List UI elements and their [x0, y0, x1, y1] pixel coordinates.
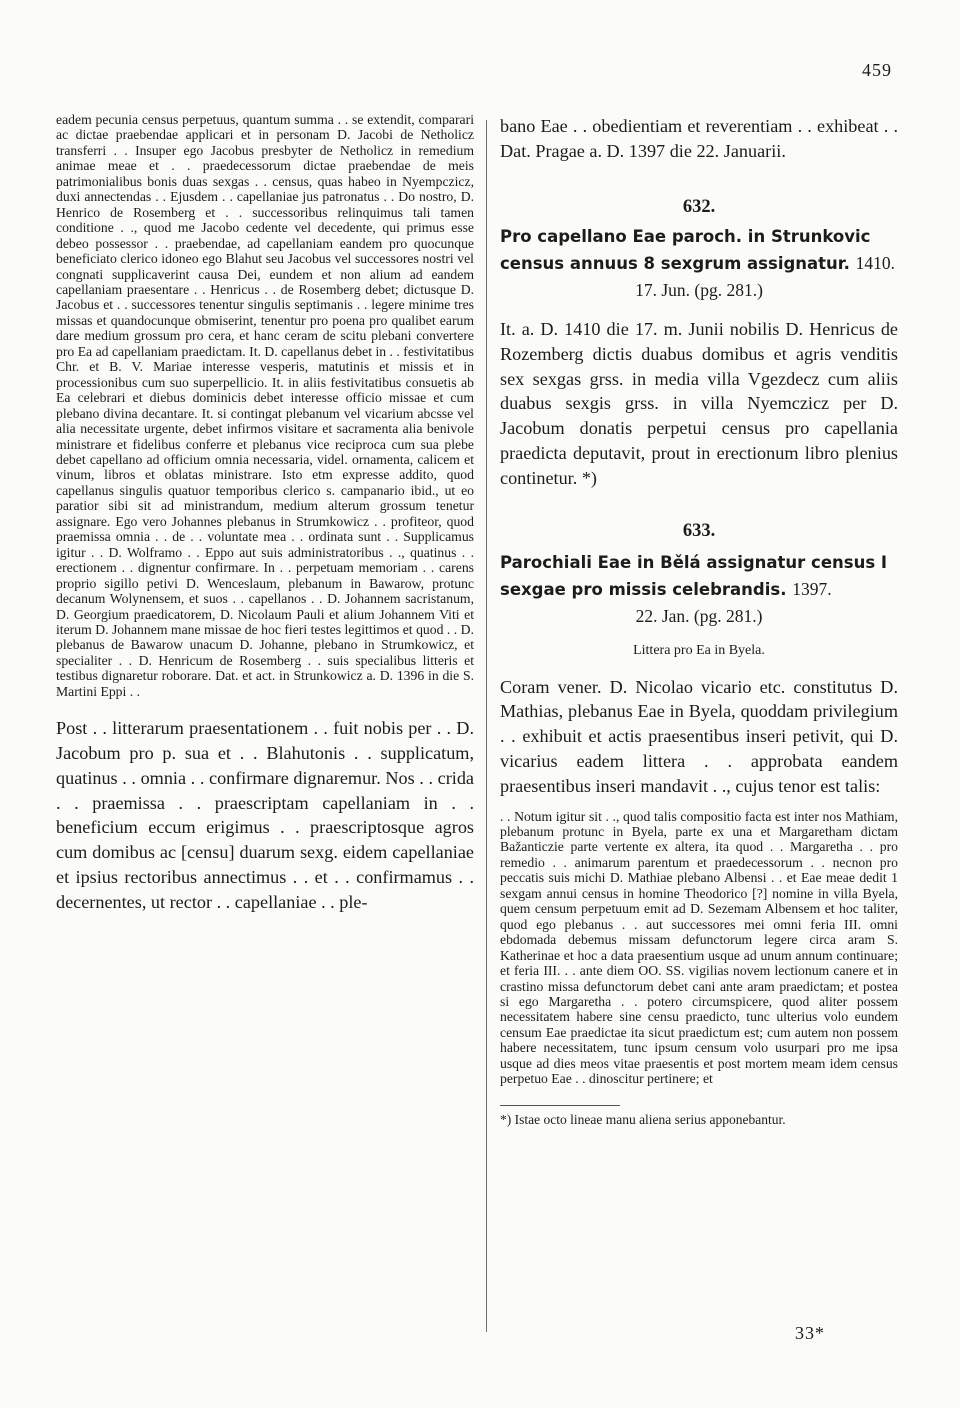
- doc-632-title: [500, 224, 898, 303]
- right-intro-block: [500, 114, 898, 163]
- doc-633-title: [500, 550, 898, 629]
- doc-633-body-small: [500, 809, 898, 1087]
- doc-633-title-text: Parochiali Eae in Bělá assignatur census I sexgae pro missis celebrandis.: [500, 552, 888, 599]
- doc-632-paragraph: It. a. D. 1410 die 17. m. Junii nobilis D. Henricus de Rozemberg dictis duabus domibus et agris venditis sex sexgas grss. in media villa Vgezdecz cum aliis duabus sexgis grss. in villa Nyemczicz per D. Jacobum donatis perpetui census pro capellania praedicta deputavit, prout in erectionum libro plenius continetur. *): [500, 319, 898, 488]
- page-number: 459: [862, 60, 892, 80]
- footnote: [500, 1112, 898, 1127]
- doc-633-number: 633.: [682, 520, 716, 541]
- left-large-paragraph: Post . . litterarum praesentationem . . fuit nobis per . . D. Jacobum pro p. sua et . . Blahutonis . . supplicatum, quatinus . . omnia . . confirmare dignaremur. Nos . . crida . . praemissa . . praescriptam capellaniam in . . beneficium eccum erigimus . . praescriptosque agros cum domibus ac [censu] duarum sexg. eidem capellaniae et ipsius rectoribus annectimus . . et . . confirmamus . . decernentes, ut rector . . capellaniae . . ple-: [56, 718, 474, 912]
- doc-632-body: [500, 317, 898, 491]
- left-column: [56, 112, 474, 915]
- doc-632-title-year: 1410.: [855, 253, 895, 273]
- doc-633-title-date: 22. Jan. (pg. 281.): [635, 605, 763, 626]
- doc-633-subtitle: Littera pro Ea in Byela.: [633, 642, 765, 658]
- doc-632-title-text: Pro capellano Eae paroch. in Strunkovic census annuus 8 sexgrum assignatur.: [500, 227, 871, 273]
- right-column: [500, 114, 898, 1127]
- doc-632-title-date: 17. Jun. (pg. 281.): [635, 280, 763, 300]
- doc-633-title-year: 1397.: [792, 578, 832, 599]
- doc-633-large-paragraph: Coram vener. D. Nicolao vicario etc. constitutus D. Mathias, plebanus Eae in Byela, quoddam privilegium . . exhibuit et actis praesentibus inseri petivit, qui D. vicarius eadem littera . . approbata eandem praesentibus inseri mandavit . ., cujus tenor est talis:: [500, 676, 898, 796]
- doc-632-number: 632.: [682, 197, 716, 217]
- left-small-text-block: [56, 112, 474, 699]
- left-large-text-block: [56, 716, 474, 914]
- doc-633-small-paragraph: . . Notum igitur sit . ., quod talis compositio facta est inter nos Mathiam, plebanum protunc in Byela, parte ex una et Margaretham dictam Bažanticzie parte vertente ex altera, ita quod . . Margaretha . . pro remedio . . animarum parentum et praedecessorum . . necnon pro peccatis suis michi D. Mathiae plebano Albensi . . et Eae meae dedit 1 sexgam annui census in homine Theodorico [?] nomine in villa Byela, quem censum perpetuum emit ad D. Sezemam Albensem et hoc taliter, quod ego plebanus . . aut successores mei omni feria III. omni ebdomada debemus missam defunctorum legere circa aram S. Katherinae et hoc a data praesentium usque ad unum annum continuare; et feria III. . . ante diem OO. SS. vigilias novem lectionum canere et in crastino missa defunctorum debet cani ante aram praedictam; et postea si ego Margaretha . . potero circumspicere, quod aliter possem necessitatem habere sine censu praedicto, tunc ulterius volo eundem censum Eae praedictae ita sicut praedictum est; cum autem non possem habere necessitatem, tunc ipsum censum volo usurpari pro me ipsa usque ad dies meos vitae praesentis et post mortem meam idem census perpetuo Eae . . dinoscitur pertinere; et: [500, 808, 898, 1087]
- signature-mark: 33*: [795, 1323, 825, 1343]
- footnote-text: *) Istae octo lineae manu aliena serius apponebantur.: [500, 1111, 786, 1127]
- left-small-paragraph: eadem pecunia census perpetuus, quantum summa . . se extendit, comparari ac dictae praebendae applicari et in personam D. Jacobi de Netholicz transferri . . Insuper ego Jacobus presbyter de Netholicz in remedium animae meae et . . praedecessorum dictae praebendae de meis patrimonialibus bonis duas sexgas . . census, quas habeo in Nyempczicz, duxi annectendas . . Ejusdem . . capellaniae jus patronatus . . Do nostro, D. Henrico de Rosemberg et . . successoribus relinquimus tali tamen conditione . ., quod me Jacobo cedente vel decedente, qui primus esse debeo possessor . . praebendae, ad capellaniam eandem pro quocunque beneficiato clerico idoneo ego Blahut seu Jacobus vel successores nostri vel congnati supplicaverint causa Dei, eundem et non alium ad eandem capellaniam praesentare . . Henricus . . de Rosemberg debet; dictusque D. Jacobus et . . successores tenentur singulis septimanis . . legere minime tres missas et quandocunque obmiserint, tenentur pro poena pro qualibet earum dare medium grossum pro cera, et hanc ceram de scitu plebani convertere pro Ea ad capellaniam praedictam. It. D. capellanus debet in . . festivitatibus Chr. et B. V. Mariae interesse vesperis, matutinis et missis et in processionibus cum suo superpellicio. It. in aliis festivitatibus consuetis ab Ea celebrari et diebus dominicis debet interesse officio missae et cum plebano divina decantare. It. si contingat plebanum vel vicarium abcsse vel alia necessitate urgente, debet infirmos visitare et sacramenta alia benivole ministrare et fidelibus conferre et plebanus vice reciproca cum sua plebe debet capellano ad officium omnia necessaria, videl. ornamenta, calicem et vinum, libros et oblatas ministrare. Isto etm expresse addito, quod capellanus singulis quatuor temporibus clerico s. campanario ibid., ut eo paratior sibi sit ad ministrandum, medium alterum grossum tenetur assignare. Ego vero Johannes plebanus in Strumkowicz . . profiteor, quod praemissa omnia . . de . . voluntate mea . . ordinata sunt . . Supplicamus igitur . . D. Wolframo . . Eppo aut suis administratoribus . ., quatinus . . erectionem . . dignentur confirmare. In . . perpetuam memoriam . . carens proprio sigillo petivi D. Wenceslaum, plebanum in Bawarow, protunc decanum Wolynensem, et suos . . capellanos . . D. Johannem sacristanum, D. Georgium praedicatorem, D. Nicolaum Pauli et alium Johannem Viti et iterum D. Johannem mane missae de hoc fieri testes legittimos et quod . . D. plebanus de Bawarow unacum D. Johanne, plebano in Strumkowicz, et specialiter . . D. Henricum de Rosemberg . . suis specialibus litteris et testibus dignaretur roborare. Dat. et act. in Strunkowicz a. D. 1396 in die S. Martini Eppi . .: [56, 112, 474, 699]
- column-divider: [486, 120, 487, 1332]
- footnote-rule: [500, 1105, 620, 1106]
- right-intro-paragraph: bano Eae . . obedientiam et reverentiam . . exhibeat . . Dat. Pragae a. D. 1397 die 22. Januarii.: [500, 116, 898, 161]
- doc-633-body-large: [500, 675, 898, 799]
